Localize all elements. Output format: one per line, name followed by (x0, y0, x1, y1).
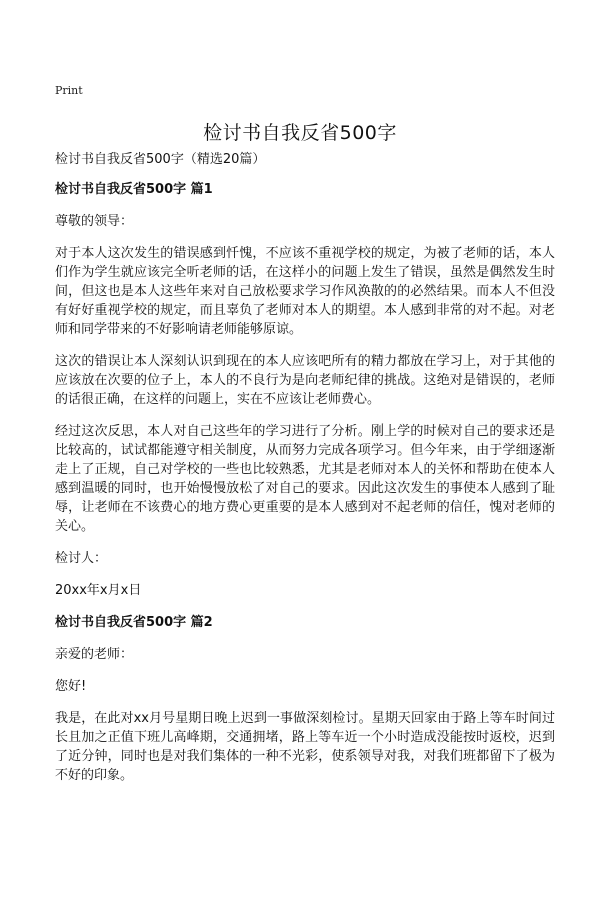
salutation: 您好! (55, 679, 87, 694)
document-body (55, 150, 555, 798)
date-line: 20xx年x月x日 (55, 583, 142, 598)
section-heading: 检讨书自我反省500字 篇2 (55, 615, 213, 630)
paragraph: 对于本人这次发生的错误感到忏愧，不应该不重视学校的规定，为被了老师的话，本人们作为学生就应该完全听老师的话，在这样小的问题上发生了错误，虽然是偶然发生时间，但这也是本人这些年来对自己放松要求学习作风涣散的的必然结果。而本人不但没有好好重视学校的规定，而且辜负了老师对本人的期望。本人感到非常的对不起。对老师和同学带来的不好影响请老师能够原谅。 (55, 246, 555, 337)
signature-label: 检讨人： (55, 551, 108, 566)
document-subtitle: 检讨书自我反省500字（精选20篇） (55, 152, 266, 167)
greeting: 尊敬的领导： (55, 214, 134, 229)
paragraph: 经过这次反思，本人对自己这些年的学习进行了分析。刚上学的时候对自己的要求还是比较高的，试试都能遵守相关制度，从而努力完成各项学习。但今年来，由于学细逐渐走上了正规，自己对学校的一些也比较熟悉，尤其是老师对本人的关怀和帮助在使本人感到温暖的同时，也开始慢慢放松了对自己的要求。因此这次发生的事使本人感到了耻辱，让老师在不该费心的地方费心更重要的是本人感到对不起老师的信任，愧对老师的关心。 (55, 424, 555, 534)
print-label: Print (55, 84, 83, 97)
document-title: 检讨书自我反省500字 (203, 122, 397, 144)
paragraph: 我是，在此对xx月号星期日晚上迟到一事做深刻检讨。星期天回家由于路上等车时间过长且加之正值下班儿高峰期，交通拥堵，路上等车近一个小时造成没能按时返校，迟到了近分钟，同时也是对我们集体的一种不光彩，使系领导对我，对我们班都留下了极为不好的印象。 (55, 711, 555, 783)
greeting: 亲爱的老师： (55, 647, 134, 662)
section-heading: 检讨书自我反省500字 篇1 (55, 182, 213, 197)
paragraph: 这次的错误让本人深刻认识到现在的本人应该吧所有的精力都放在学习上，对于其他的应该放在次要的位子上，本人的不良行为是向老师纪律的挑战。这绝对是错误的，老师的话很正确，在这样的问题上，实在不应该让老师费心。 (55, 354, 555, 407)
